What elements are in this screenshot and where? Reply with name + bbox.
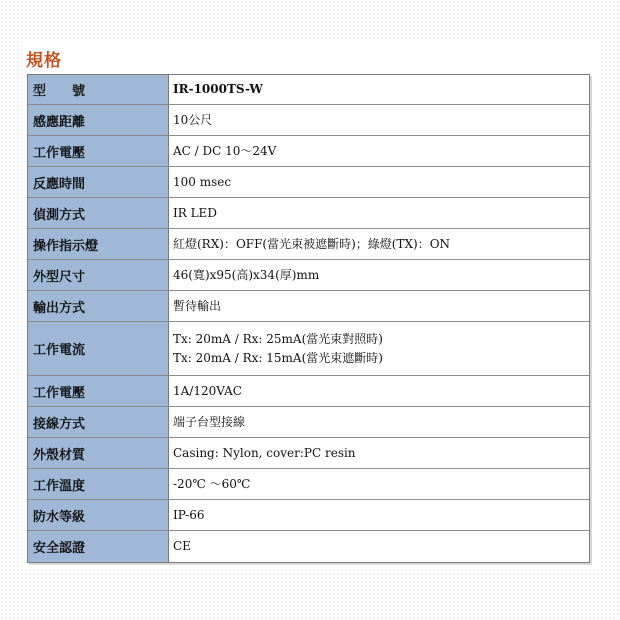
- spec-value-operating-current: [169, 322, 589, 376]
- spec-value-dimensions: [169, 260, 589, 291]
- spec-label-certification: 安全認證: [28, 531, 169, 562]
- section-title: 規格: [26, 51, 62, 71]
- spec-value-wiring-method: [169, 407, 589, 438]
- spec-row: [28, 407, 589, 438]
- spec-value-certification: [169, 531, 589, 562]
- spec-value-line: -20℃ ～60℃: [173, 476, 251, 491]
- spec-label-sensing-distance: 感應距離: [28, 105, 169, 136]
- spec-table: [27, 74, 590, 563]
- spec-row: [28, 322, 589, 376]
- spec-value-line: 暫待輸出: [173, 298, 222, 313]
- spec-row: [28, 500, 589, 531]
- spec-value-line: 紅燈(RX)：OFF(當光束被遮斷時)；綠燈(TX)：ON: [173, 236, 451, 251]
- spec-row: [28, 167, 589, 198]
- spec-value-detection-method: [169, 198, 589, 229]
- spec-row: [28, 229, 589, 260]
- spec-value-line: Tx: 20mA / Rx: 15mA(當光束遮斷時): [173, 350, 383, 365]
- spec-label-wiring-method: 接線方式: [28, 407, 169, 438]
- spec-value-line: CE: [173, 539, 191, 553]
- spec-label-waterproof-rating: 防水等級: [28, 500, 169, 531]
- spec-value-waterproof-rating: [169, 500, 589, 531]
- spec-label-dimensions: 外型尺寸: [28, 260, 169, 291]
- spec-label-indicator: 操作指示燈: [28, 229, 169, 260]
- spec-row: [28, 438, 589, 469]
- spec-label-output-method: 輸出方式: [28, 291, 169, 322]
- spec-value-line: Tx: 20mA / Rx: 25mA(當光束對照時): [173, 331, 383, 346]
- spec-row: [28, 531, 589, 562]
- spec-value-response-time: [169, 167, 589, 198]
- spec-row: [28, 291, 589, 322]
- spec-label-operating-voltage: 工作電壓: [28, 136, 169, 167]
- spec-label-response-time: 反應時間: [28, 167, 169, 198]
- spec-value-sensing-distance: [169, 105, 589, 136]
- spec-value-line: IP-66: [173, 507, 205, 522]
- spec-value-model: [169, 75, 589, 105]
- spec-value-operating-temperature: [169, 469, 589, 500]
- spec-value-line: 100 msec: [173, 174, 232, 189]
- spec-value-line: AC / DC 10～24V: [173, 143, 277, 158]
- spec-row: [28, 105, 589, 136]
- spec-value-line: 端子台型接線: [173, 414, 246, 429]
- spec-row: [28, 376, 589, 407]
- spec-value-line: Casing: Nylon, cover:PC resin: [173, 445, 356, 460]
- spec-value-indicator: [169, 229, 589, 260]
- spec-value-line: IR-1000TS-W: [173, 82, 263, 96]
- spec-value-line: IR LED: [173, 205, 217, 220]
- spec-label-housing-material: 外殼材質: [28, 438, 169, 469]
- spec-value-housing-material: [169, 438, 589, 469]
- spec-row: [28, 136, 589, 167]
- spec-value-line: 10公尺: [173, 112, 213, 127]
- spec-value-output-method: [169, 291, 589, 322]
- spec-value-contact-rating: [169, 376, 589, 407]
- spec-label-operating-temperature: 工作溫度: [28, 469, 169, 500]
- spec-label-model: 型 號: [28, 75, 169, 105]
- spec-label-contact-rating: 工作電壓: [28, 376, 169, 407]
- spec-label-operating-current: 工作電流: [28, 322, 169, 376]
- spec-value-line: 46(寬)x95(高)x34(厚)mm: [173, 267, 320, 282]
- spec-row: [28, 198, 589, 229]
- spec-row: [28, 260, 589, 291]
- spec-value-line: 1A/120VAC: [173, 383, 242, 398]
- spec-row: [28, 75, 589, 105]
- spec-label-detection-method: 偵測方式: [28, 198, 169, 229]
- spec-row: [28, 469, 589, 500]
- spec-value-operating-voltage: [169, 136, 589, 167]
